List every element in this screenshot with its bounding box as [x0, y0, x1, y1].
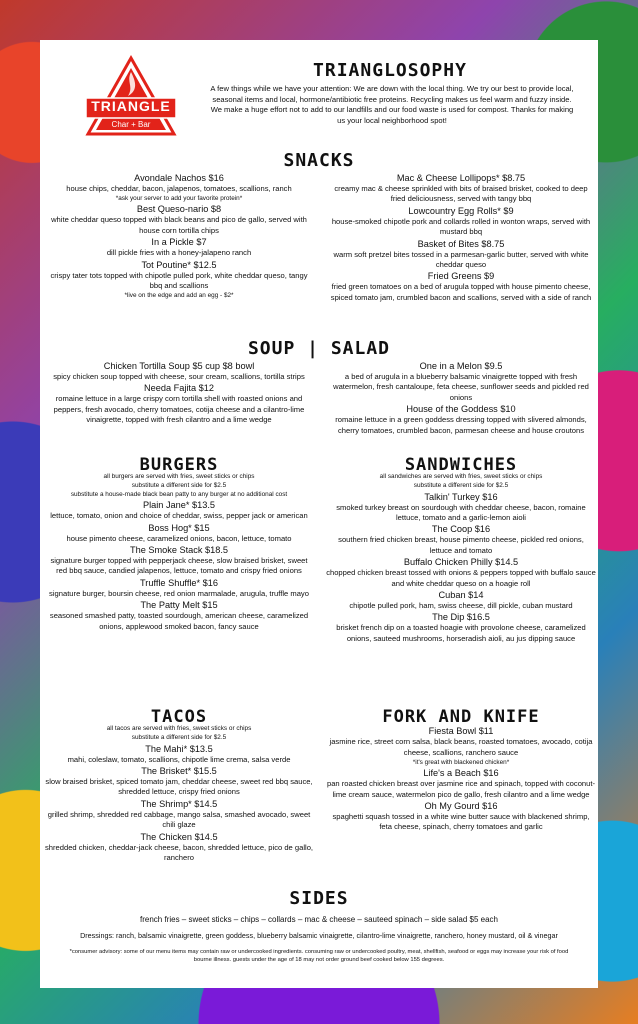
tacos-sub-2: substitute a different side for $2.5	[131, 734, 227, 741]
item-name: Needa Fajita $12	[144, 383, 214, 394]
item-name: Tot Poutine* $12.5	[141, 259, 217, 270]
list-item	[326, 270, 596, 303]
item-name: The Coop $16	[431, 524, 491, 535]
list-item	[44, 765, 314, 798]
fork-knife-column	[326, 707, 596, 833]
item-desc: romaine lettuce in a green goddess dressing topped with slivered almonds, cherry tomatoes, crumbled bacon, parmesan cheese and house croutons	[335, 415, 587, 435]
tacos-title: TACOS	[150, 707, 208, 727]
list-item	[44, 831, 314, 864]
item-name: In a Pickle $7	[151, 237, 207, 248]
item-desc: spaghetti squash tossed in a white wine butter sauce with blackened shrimp, feta cheese, spinach, cherry tomatoes and garlic	[332, 812, 590, 832]
item-name: Lowcountry Egg Rolls* $9	[408, 205, 514, 216]
list-item	[326, 556, 596, 589]
item-desc: signature burger topped with pepperjack cheese, slow braised brisket, sweet red bbq sauce, candied jalapenos, lettuce, tomato and crispy fried onions	[50, 556, 308, 576]
item-name: Chicken Tortilla Soup $5 cup $8 bowl	[103, 361, 255, 371]
list-item	[44, 743, 314, 765]
tacos-column	[44, 707, 314, 863]
list-item	[326, 238, 596, 271]
item-name: Fried Greens $9	[427, 271, 495, 282]
logo-tagline: Char + Bar	[111, 120, 151, 129]
item-name: Best Queso-nario $8	[136, 204, 222, 215]
item-desc: crispy tater tots topped with chipotle pulled pork, white cheddar queso, tangy bbq and scallions	[50, 270, 308, 291]
item-desc: fried green tomatoes on a bed of arugula topped with house pimento cheese, spiced tomato jam, crumbled bacon and scallions, served with a side of ranch	[330, 282, 592, 302]
item-name: The Dip $16.5	[432, 612, 490, 623]
item-name: Boss Hog* $15	[148, 522, 210, 533]
intro-text: A few things while we have your attention: We are down with the local thing. We try our best to provide local, seasonal items and local, hormone/antibiotic free proteins. Recycling makes us feel warm and fuzzy inside. We make a huge effort not to add to our landfills and our food waste is used for compost. Thanks for making us your local neighborhood spot!	[210, 84, 574, 125]
sandwiches-column	[326, 455, 596, 644]
item-desc: seasoned smashed patty, toasted sourdough, american cheese, caramelized onions, applewood smoked bacon, fancy sauce	[49, 611, 309, 631]
intro-title: TRIANGLOSOPHY	[313, 60, 467, 81]
list-item	[44, 577, 314, 599]
item-desc: dill pickle fries with a honey-jalapeno ranch	[106, 248, 252, 258]
item-name: Mac & Cheese Lollipops* $8.75	[396, 173, 526, 183]
item-desc: house pimento cheese, caramelized onions, bacon, lettuce, tomato	[66, 533, 292, 543]
sides-list: french fries – sweet sticks – chips – collards – mac & cheese – sauteed spinach – side salad $5 each	[140, 915, 498, 924]
list-item	[44, 499, 314, 521]
item-desc: smoked turkey breast on sourdough with cheddar cheese, bacon, romaine lettuce, tomato and a garlic-lemon aioli	[336, 502, 586, 522]
item-note: *it's great with blackened chicken*	[412, 759, 510, 767]
item-desc: brisket french dip on a toasted hoagie with provolone cheese, caramelized onions, sauteed mushrooms, horseradish aioli, au jus dipping sauce	[336, 623, 586, 643]
sides-title: SIDES	[289, 888, 349, 909]
item-note: *live on the edge and add an egg - $2*	[124, 292, 234, 300]
list-item	[44, 172, 314, 203]
item-name: Truffle Shuffle* $16	[140, 577, 218, 588]
burgers-sub-3: substitute a house-made black bean patty to any burger at no additional cost	[70, 490, 288, 498]
item-desc: slow braised brisket, spiced tomato jam, cheddar cheese, sweet red bbq sauce, shredded lettuce, crispy fried onions	[45, 777, 313, 797]
item-desc: signature burger, boursin cheese, red onion marmalade, arugula, truffle mayo	[49, 588, 309, 598]
item-desc: pan roasted chicken breast over jasmine rice and spinach, topped with coconut-lime cream sauce, watermelon pico de gallo, fresh cilantro and a lime wedge	[326, 779, 596, 799]
item-name: Plain Jane* $13.5	[142, 500, 216, 511]
list-item	[44, 203, 314, 236]
item-desc: chipotle pulled pork, ham, swiss cheese, dill pickle, cuban mustard	[349, 601, 573, 611]
item-name: Buffalo Chicken Philly $14.5	[403, 557, 519, 568]
sandwiches-title: SANDWICHES	[404, 455, 518, 475]
item-name: The Shrimp* $14.5	[140, 798, 218, 809]
item-desc: shredded chicken, cheddar-jack cheese, bacon, shredded lettuce, pico de gallo, ranchero	[44, 842, 314, 863]
list-item	[326, 589, 596, 611]
item-desc: grilled shrimp, shredded red cabbage, mango salsa, smashed avocado, sweet chili glaze	[47, 809, 311, 830]
item-name: Oh My Gourd $16	[424, 801, 498, 812]
soup-salad-title: SOUP | SALAD	[247, 338, 391, 359]
list-item	[44, 599, 314, 632]
list-item	[44, 522, 314, 544]
item-name: One in a Melon $9.5	[419, 361, 503, 371]
item-desc: a bed of arugula in a blueberry balsamic vinaigrette topped with fresh watermelon, fresh cantaloupe, feta cheese, sunflower seeds and pickled red onions	[333, 372, 589, 402]
item-name: The Chicken $14.5	[140, 831, 218, 842]
item-desc: warm soft pretzel bites tossed in a parmesan-garlic butter, served with white cheddar queso	[333, 249, 589, 270]
snacks-right-column	[326, 172, 596, 303]
item-name: The Smoke Stack $18.5	[129, 545, 229, 555]
list-item	[44, 382, 314, 425]
burgers-title: BURGERS	[139, 455, 219, 475]
snacks-title: SNACKS	[283, 150, 355, 171]
list-item	[326, 205, 596, 238]
item-name: The Patty Melt $15	[140, 600, 218, 611]
list-item	[326, 523, 596, 556]
list-item	[326, 611, 596, 644]
sandwiches-sub-1: all sandwiches are served with fries, sweet sticks or chips	[379, 473, 543, 481]
item-name: Fiesta Bowl $11	[428, 726, 494, 737]
burgers-column	[44, 455, 314, 632]
item-desc: white cheddar queso topped with black beans and pico de gallo, served with house corn tortilla chips	[51, 215, 307, 235]
list-item	[44, 360, 314, 382]
item-desc: mahi, coleslaw, tomato, scallions, chipotle lime crema, salsa verde	[67, 754, 291, 764]
list-item	[44, 236, 314, 258]
item-name: House of the Goddess $10	[406, 404, 516, 415]
fork-knife-title: FORK AND KNIFE	[382, 707, 540, 727]
sandwiches-sub-2: substitute a different side for $2.5	[413, 482, 509, 489]
item-name: Cuban $14	[438, 590, 484, 601]
snacks-left-column	[44, 172, 314, 300]
item-name: The Brisket* $15.5	[141, 766, 217, 776]
list-item	[326, 767, 596, 800]
item-name: Life's a Beach $16	[423, 768, 499, 779]
item-desc: romaine lettuce in a large crispy corn tortilla shell with roasted onions and peppers, fresh avocado, cherry tomatoes, cotija cheese and a cilantro-lime vinaigrette, topped with fresh cilantro and a lime wedge	[53, 394, 305, 425]
consumer-advisory: *consumer advisory: some of our menu items may contain raw or undercooked ingredients. consuming raw or undercooked poultry, meat, shellfish, seafood or eggs may increase your risk of food bourne illness. guests under the age of 18 may not order ground beef cooked below 155 degrees.	[69, 949, 569, 963]
item-desc: creamy mac & cheese sprinkled with bits of braised brisket, cooked to deep fried deliciousness, served with tangy bbq	[334, 184, 588, 204]
item-desc: house-smoked chipotle pork and collards rolled in wonton wraps, served with mustard bbq	[331, 216, 591, 237]
item-name: Talkin' Turkey $16	[424, 491, 498, 502]
list-item	[326, 360, 596, 403]
item-desc: southern fried chicken breast, house pimento cheese, pickled red onions, lettuce and tomato	[338, 535, 584, 555]
list-item	[326, 403, 596, 436]
item-desc: lettuce, tomato, onion and choice of cheddar, swiss, pepper jack or american	[50, 511, 308, 521]
dressings-list: Dressings: ranch, balsamic vinaigrette, green goddess, blueberry balsamic vinaigrette, cilantro-lime vinaigrette, ranchero, honey mustard, oil & vinegar	[80, 931, 558, 940]
logo-name: TRIANGLE	[91, 98, 171, 114]
burgers-sub-1: all burgers are served with fries, sweet sticks or chips	[103, 473, 255, 481]
list-item	[44, 798, 314, 831]
item-desc: jasmine rice, street corn salsa, black beans, roasted tomatoes, avocado, cotija cheese, scallions, ranchero sauce	[329, 737, 593, 757]
soup-salad-right-column	[326, 360, 596, 436]
list-item	[44, 544, 314, 577]
item-desc: house chips, cheddar, bacon, jalapenos, tomatoes, scallions, ranch	[66, 184, 292, 193]
menu-sheet	[40, 40, 598, 988]
item-desc: spicy chicken soup topped with cheese, sour cream, scallions, tortilla strips	[53, 372, 305, 381]
item-name: The Mahi* $13.5	[145, 743, 213, 754]
burgers-sub-2: substitute a different side for $2.5	[131, 482, 227, 489]
tacos-sub-1: all tacos are served with fries, sweet sticks or chips	[106, 725, 252, 733]
item-note: *ask your server to add your favorite protein*	[115, 195, 243, 203]
item-desc: chopped chicken breast tossed with onions & peppers topped with buffalo sauce and white cheddar queso on a hoagie roll	[326, 568, 596, 588]
soup-salad-left-column	[44, 360, 314, 426]
list-item	[326, 491, 596, 524]
item-name: Avondale Nachos $16	[134, 173, 224, 183]
list-item	[326, 172, 596, 205]
item-name: Basket of Bites $8.75	[417, 238, 505, 249]
list-item	[326, 725, 596, 767]
list-item	[44, 259, 314, 301]
list-item	[326, 800, 596, 833]
